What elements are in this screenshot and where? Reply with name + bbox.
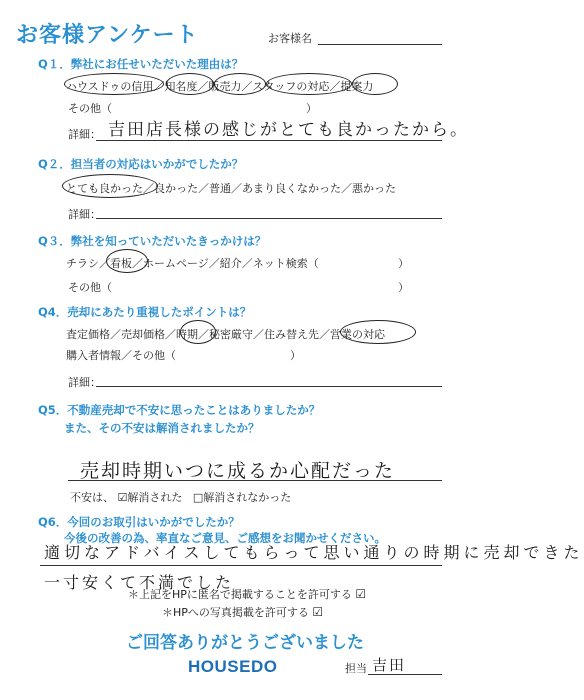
q3-option-net-search[interactable]: ネット検索（ [252,257,319,270]
q4-option-relocation[interactable]: 住み替え先 [264,328,319,341]
q5-answer: 売却時期いつに成るか心配だった [80,460,396,482]
q1-option-trust[interactable]: ハウスドゥの信用 [66,80,154,93]
q1-other-close: ） [306,102,317,115]
q2-option-very-good[interactable]: とても良かった [66,182,143,195]
q1-question: Q１．弊社にお任せいただいた理由は？ [38,57,244,71]
hand-circle [106,249,148,273]
q4-options-row2: 購入者情報／その他（ [66,349,176,362]
q3-options: チラシ／看板／ホームページ／紹介／ネット検索（ [66,257,319,270]
q6-question-line1: Q6．今回のお取引はいかがでしたか？ [38,515,240,529]
q6-permission1 [128,586,366,602]
q3-option-referral[interactable]: 紹介 [219,257,242,270]
q1-detail-answer: 吉田店長様の感じがとても良かったから。 [108,120,469,140]
detail-line [96,386,442,387]
q5-option-unresolved[interactable]: □解消されなかった [192,491,292,504]
q4-option-buyer-info[interactable]: 購入者情報 [66,349,121,362]
q3-option-homepage[interactable]: ホームページ [143,257,209,270]
staff-name: 吉田 [372,656,407,674]
q4-option-appraisal[interactable]: 査定価格 [66,328,110,341]
housedo-logo: HOUSEDO [188,657,278,676]
q5-status [70,489,291,505]
q6-permission2 [162,604,323,620]
q2-question: Q２．担当者の対応はいかがでしたか？ [38,157,244,171]
q6-permission1-label: ＊上記をHPに匿名で掲載することを許可する [128,588,352,601]
q3-other-close: ） [398,281,409,294]
q3-net-close: ） [398,257,409,270]
staff-line [368,674,442,675]
detail-line [96,218,442,219]
hand-circle [340,320,416,344]
q4-option-sale-price[interactable]: 売却価格 [121,328,165,341]
q3-question: Q３．弊社を知っていただいたきっかけは？ [38,234,267,248]
q5-option-resolved[interactable]: ☑解消された [117,491,183,504]
q2-option-not-good[interactable]: あまり良くなかった [242,182,341,195]
staff-label: 担当 [345,662,367,675]
q4-option-other[interactable]: その他（ [132,349,176,362]
q5-question-line1: Q5．不動産売却で不安に思ったことはありましたか？ [38,403,321,417]
q4-option-timing[interactable]: 時期 [176,328,198,341]
q5-question-line2: また、その不安は解消されましたか？ [64,421,260,435]
q2-option-good[interactable]: 良かった [154,182,198,195]
q3-option-signboard[interactable]: 看板 [110,257,132,270]
q1-other-label: その他（ [68,102,112,115]
q4-option-sales-response[interactable]: 営業の対応 [330,328,385,341]
check-icon[interactable]: ☑ [312,605,324,619]
q1-option-staff[interactable]: スタッフの対応 [252,80,330,93]
hand-circle [214,73,266,95]
hand-circle [62,174,158,198]
q6-answer-line2: 一寸安くて不満でした [44,573,235,592]
q6-answer-line1: 適切なアドバイスしてもらって思い通りの時期に売却できた [44,543,584,562]
q1-option-sales-power[interactable]: 販売力 [208,80,242,93]
hand-circle [352,73,398,95]
customer-name-label: お客様名 [268,32,312,45]
thanks-message: ご回答ありがとうございました [126,633,364,653]
q1-detail-label: 詳細： [68,128,101,141]
q2-option-bad[interactable]: 悪かった [352,182,396,195]
q1-option-proposal[interactable]: 提案力 [340,80,374,93]
hand-circle [166,73,214,95]
q3-option-flyer[interactable]: チラシ [66,257,99,270]
q2-option-normal[interactable]: 普通 [209,182,231,195]
q4-question: Q4．売却にあたり重視したポイントは？ [38,305,252,319]
detail-line [96,140,442,141]
q4-option-confidentiality[interactable]: 秘密厳守 [209,328,253,341]
hand-circle [180,320,216,344]
q2-detail-label: 詳細： [68,208,101,221]
q2-options: とても良かった／良かった／普通／あまり良くなかった／悪かった [66,182,396,195]
q6-permission2-label: ＊HPへの写真掲載を許可する [162,606,309,619]
q1-options: ハウスドゥの信用／知名度／販売力／スタッフの対応／提案力 [66,80,374,93]
q1-option-recognition[interactable]: 知名度 [164,80,198,93]
q4-options-row1: 査定価格／売却価格／時期／秘密厳守／住み替え先／営業の対応 [66,328,385,341]
q6-question-line2: 今後の改善の為、率直なご意見、ご感想をお聞かせください。 [64,531,386,545]
q5-status-label: 不安は、 [70,491,114,504]
q4-detail-label: 詳細： [68,376,101,389]
survey-title: お客様アンケート [16,23,199,48]
q4-other-close: ） [290,349,301,362]
hand-circle [266,73,352,95]
q3-other-label: その他（ [68,281,112,294]
customer-name-line [318,44,442,45]
hand-circle [64,73,164,95]
detail-line [40,565,442,566]
check-icon[interactable]: ☑ [355,587,367,601]
detail-line [68,480,442,481]
